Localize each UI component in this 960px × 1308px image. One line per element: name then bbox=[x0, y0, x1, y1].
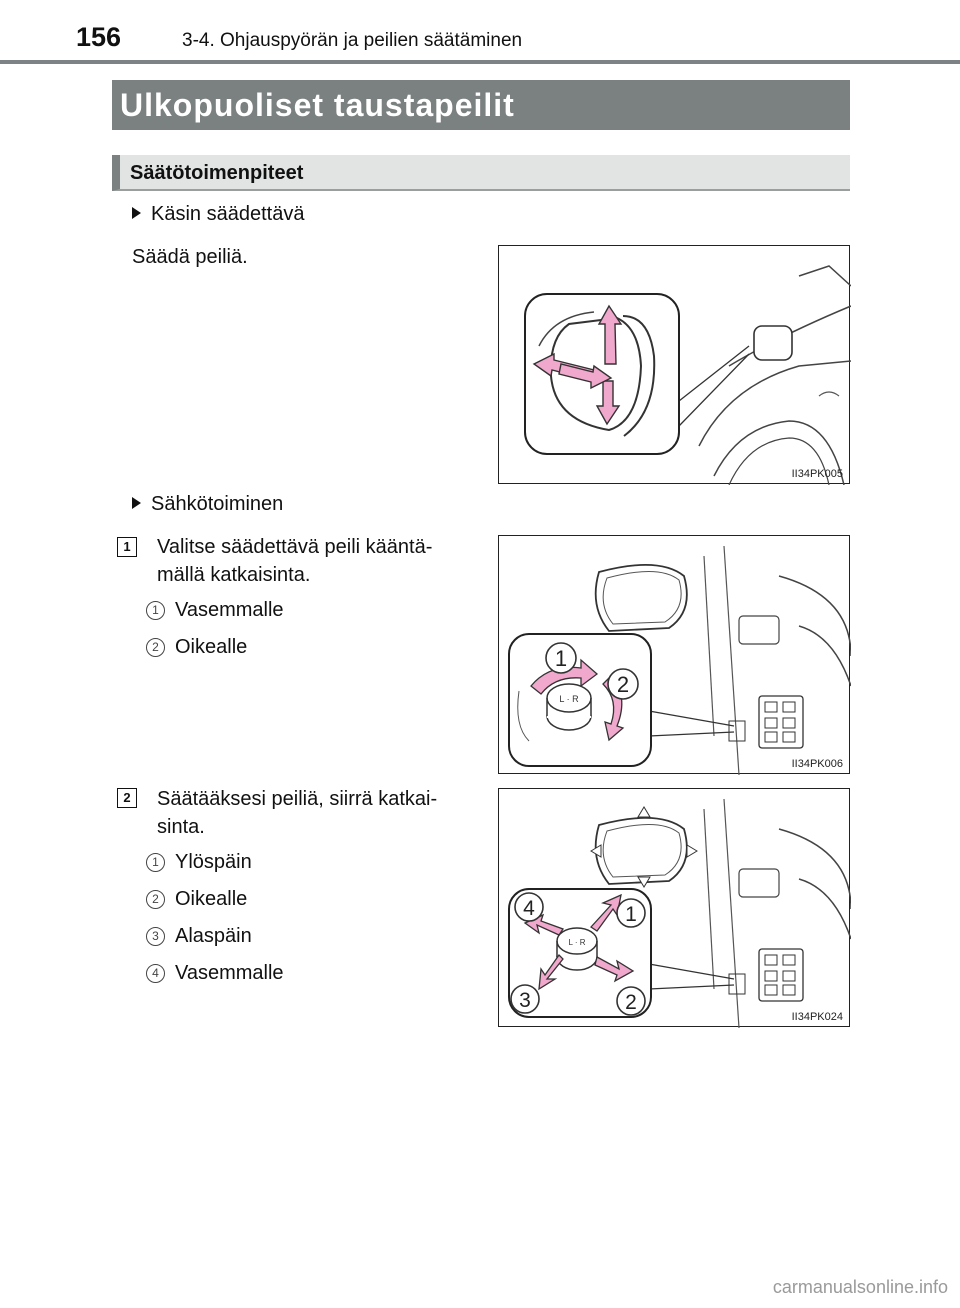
circled-number: 2 bbox=[146, 890, 165, 909]
callout-label: 1 bbox=[554, 646, 568, 671]
circled-number: 1 bbox=[146, 601, 165, 620]
svg-text:L · R: L · R bbox=[559, 694, 579, 704]
circled-number: 2 bbox=[146, 638, 165, 657]
manual-instruction: Säädä peiliä. bbox=[132, 246, 248, 268]
step2-item: 3 Alaspäin bbox=[146, 919, 252, 953]
step1-item: 2 Oikealle bbox=[146, 630, 247, 664]
chapter-title: 3-4. Ohjauspyörän ja peilien säätäminen bbox=[182, 30, 523, 51]
mirror-adjust-illustration bbox=[499, 789, 851, 1028]
triangle-bullet-icon bbox=[132, 207, 141, 219]
svg-text:L · R: L · R bbox=[568, 938, 586, 947]
circled-number: 3 bbox=[146, 927, 165, 946]
figure-code: II34PK006 bbox=[791, 758, 843, 770]
manual-mirror-illustration bbox=[499, 246, 851, 485]
circled-number: 1 bbox=[146, 853, 165, 872]
manual-heading: Käsin säädettävä bbox=[132, 197, 304, 231]
circled-number: 4 bbox=[146, 964, 165, 983]
header-rule bbox=[0, 60, 960, 64]
step1-text-line2: mällä katkaisinta. bbox=[157, 564, 311, 586]
step2-text-line1: Säätääksesi peiliä, siirrä katkai- bbox=[157, 788, 438, 810]
step1-text-line1: Valitse säädettävä peili kääntä- bbox=[157, 536, 433, 558]
figure-mirror-adjust bbox=[498, 788, 850, 1027]
figure-manual-mirror bbox=[498, 245, 850, 484]
callout-label: 2 bbox=[616, 672, 630, 697]
electric-heading: Sähkötoiminen bbox=[132, 487, 283, 521]
step-number-box: 2 bbox=[117, 788, 137, 808]
figure-code: II34PK005 bbox=[791, 468, 843, 480]
figure-code: II34PK024 bbox=[791, 1011, 843, 1023]
step2-item: 4 Vasemmalle bbox=[146, 956, 284, 990]
footer-watermark[interactable]: carmanualsonline.info bbox=[772, 1277, 948, 1297]
step1-item: 1 Vasemmalle bbox=[146, 593, 284, 627]
step2-item: 1 Ylöspäin bbox=[146, 845, 252, 879]
callout-label: 1 bbox=[625, 903, 637, 926]
subsection-title: Säätötoimenpiteet bbox=[112, 155, 850, 191]
figure-switch-select bbox=[498, 535, 850, 774]
callout-label: 4 bbox=[523, 897, 535, 920]
switch-select-illustration bbox=[499, 536, 851, 775]
step2-item: 2 Oikealle bbox=[146, 882, 247, 916]
step2-text-line2: sinta. bbox=[157, 816, 205, 838]
callout-label: 2 bbox=[625, 991, 637, 1014]
triangle-bullet-icon bbox=[132, 497, 141, 509]
step-number-box: 1 bbox=[117, 537, 137, 557]
section-title: Ulkopuoliset taustapeilit bbox=[112, 80, 850, 130]
callout-label: 3 bbox=[519, 989, 531, 1012]
page-number: 156 bbox=[76, 22, 122, 52]
